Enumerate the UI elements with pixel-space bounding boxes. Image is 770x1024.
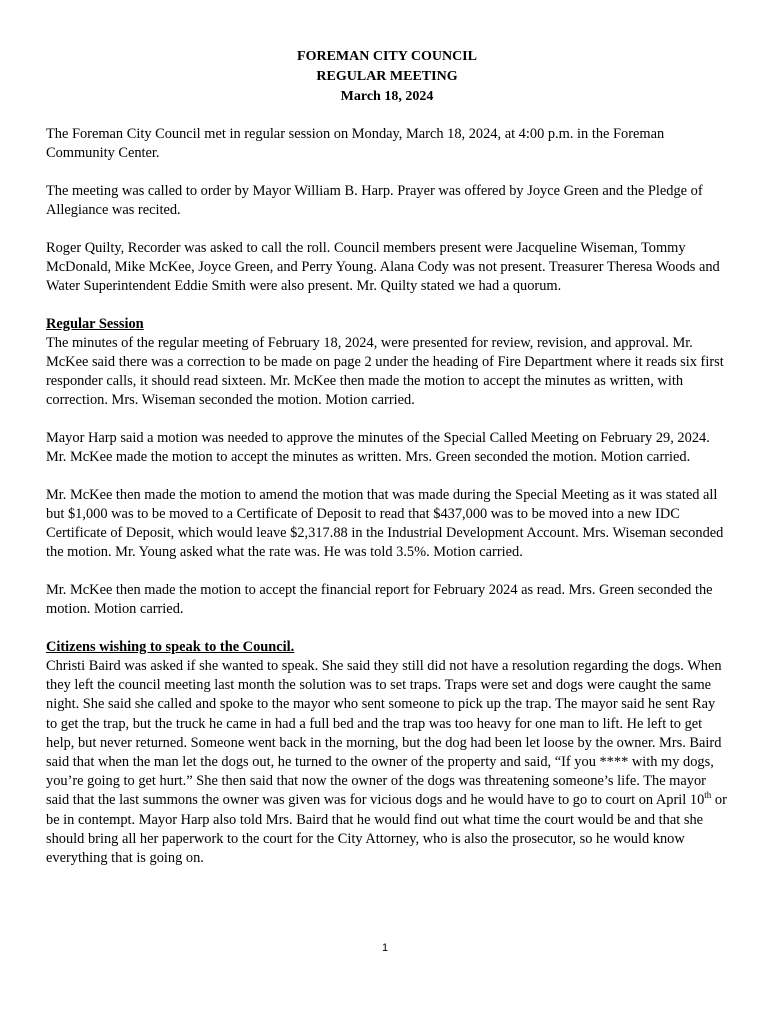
meeting-type: REGULAR MEETING [316, 69, 458, 84]
minutes-approval-paragraph: The minutes of the regular meeting of February 18, 2024, were presented for review, revision, and approval. Mr. McKee said there was a correction to be made on page 2 under the heading of Fire Department where it reads six first responder calls, it should read sixteen. Mr. McKee then made the motion to accept the minutes as written, with correction. Mrs. Wiseman seconded the motion. Motion carried. [46, 334, 724, 409]
citizens-text-part2: or be in contempt. Mayor Harp also told Mrs. Baird that he would find out what time the court would be and that she should bring all her paperwork to the court for the City Attorney, who is also the prosecutor, so he would know everything that is going on. [46, 792, 727, 867]
certificate-motion-paragraph: Mr. McKee then made the motion to amend the motion that was made during the Special Meeting as it was stated all but $1,000 was to be moved to a Certificate of Deposit to read that $437,000 was to be moved into a new IDC Certificate of Deposit, which would leave $2,317.88 in the Industrial Development Account. Mrs. Wiseman seconded the motion. Mr. Young asked what the rate was. He was told 3.5%. Motion carried. [46, 486, 724, 561]
citizens-heading: Citizens wishing to speak to the Council. [46, 638, 295, 655]
document-page [46, 47, 728, 868]
citizens-text-part1: Christi Baird was asked if she wanted to speak. She said they still did not have a resolution regarding the dogs. When they left the council meeting last month the solution was to set traps. Traps were set and dogs were caught the same night. She said she called and spoke to the mayor who sent someone to pick up the trap. The mayor said he sent Ray to get the trap, but the truck he came in had a full bed and the trap was too heavy for one man to lift. He left to get help, but never returned. Someone went back in the morning, but the dog had been let loose by the owner. Mrs. Baird said that when the man let the dogs out, he turned to the owner of the property and said, “If you **** with my dogs, you’re going to get hurt.” She then said that now the owner of the dogs was threatening someone’s life. The mayor said that the last summons the owner was given was for vicious dogs and he would have to go to court on April 10 [46, 658, 722, 809]
document-header [46, 47, 728, 107]
special-minutes-paragraph: Mayor Harp said a motion was needed to approve the minutes of the Special Called Meeting on February 29, 2024. Mr. McKee made the motion to accept the minutes as written. Mrs. Green seconded the motion. Motion carried. [46, 430, 710, 466]
call-to-order-paragraph: The meeting was called to order by Mayor William B. Harp. Prayer was offered by Joyce Green and the Pledge of Allegiance was recited. [46, 182, 703, 218]
citizens-paragraph [46, 657, 728, 868]
financial-report-paragraph: Mr. McKee then made the motion to accept the financial report for February 2024 as read. Mrs. Green seconded the motion. Motion carried. [46, 582, 713, 618]
meeting-date: March 18, 2024 [340, 89, 434, 104]
council-name: FOREMAN CITY COUNCIL [297, 49, 477, 64]
roll-call-paragraph: Roger Quilty, Recorder was asked to call the roll. Council members present were Jacqueline Wiseman, Tommy McDonald, Mike McKee, Joyce Green, and Perry Young. Alana Cody was not present. Treasurer Theresa Woods and Water Superintendent Eddie Smith were also present. Mr. Quilty stated we had a quorum. [46, 239, 720, 294]
regular-session-heading: Regular Session [46, 315, 144, 332]
page-number: 1 [381, 942, 389, 954]
ordinal-suffix: th [704, 790, 712, 801]
intro-paragraph: The Foreman City Council met in regular session on Monday, March 18, 2024, at 4:00 p.m. in the Foreman Community Center. [46, 126, 665, 162]
